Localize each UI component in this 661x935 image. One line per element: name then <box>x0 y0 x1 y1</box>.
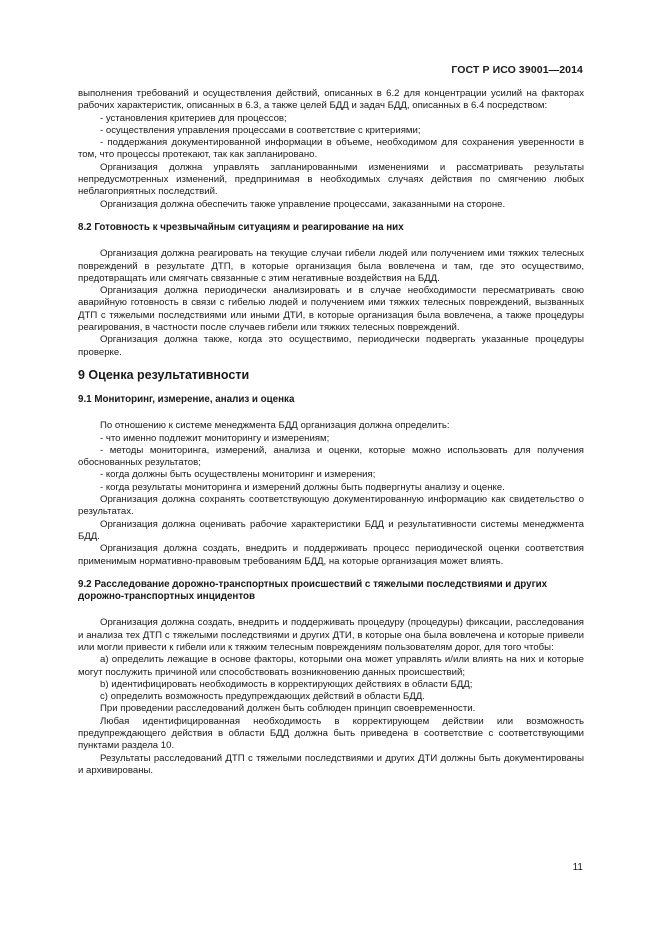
paragraph: Организация должна сохранять соответствующую документированную информацию как свидетельство о результатах. <box>78 494 584 518</box>
paragraph: По отношению к системе менеджмента БДД организация должна определить: <box>100 420 450 432</box>
paragraph: Организация должна реагировать на текущие случаи гибели людей или получением ими тяжких телесных повреждений в результате ДТП, в которые организация была вовлечена и там, где это осуществимо, предотвращать или смягчать связанные с этим негативные воздействия на БДД. <box>78 248 584 284</box>
section-heading: 9 Оценка результативности <box>78 367 250 382</box>
paragraph: выполнения требований и осуществления действий, описанных в 6.2 для концентрации усилий на факторах рабочих характеристик, описанных в 6.3, а также целей БДД и задач БДД, описанных в 6.4 посредством: <box>78 88 584 112</box>
page-number: 11 <box>572 862 583 873</box>
paragraph: Организация должна создать, внедрить и поддерживать процесс периодической оценки соответствия применимым нормативно-правовым требованиям БДД, на которые организация может влиять. <box>78 543 584 567</box>
paragraph: Организация должна периодически анализировать и в случае необходимости пересматривать свою аварийную готовность в связи с гибелью людей и получением ими тяжких телесных повреждений, вызванных ДТП с тяжелыми последствиями или иными ДТИ, в которые организация была вовлечена, а также процедуры реагирования, в частности после случаев гибели или тяжких телесных повреждений. <box>78 285 584 334</box>
subsection-heading: 9.2 Расследование дорожно-транспортных происшествий с тяжелыми последствиями и других дорожно-транспортных инцидентов <box>78 578 548 603</box>
paragraph: - методы мониторинга, измерений, анализа и оценки, которые можно использовать для получения обоснованных результатов; <box>78 444 584 469</box>
subsection-heading: 9.1 Мониторинг, измерение, анализ и оценка <box>78 393 295 405</box>
subsection-heading: 8.2 Готовность к чрезвычайным ситуациям и реагирование на них <box>78 221 404 233</box>
document-body <box>78 88 584 777</box>
paragraph: При проведении расследований должен быть соблюден принцип своевременности. <box>100 703 476 715</box>
paragraph: - поддержания документированной информации в объеме, необходимом для сохранения уверенности в том, что процессы протекают, так как запланировано. <box>78 137 584 161</box>
paragraph: c) определить возможность предупреждающих действий в области БДД. <box>100 691 425 703</box>
paragraph: Организация должна управлять запланированными изменениями и рассматривать результаты непредусмотренных изменений, предпринимая в необходимых случаях действия по смягчению любых неблагоприятных последствий. <box>78 161 584 198</box>
paragraph: - когда результаты мониторинга и измерений должны быть подвергнуты анализу и оценке. <box>100 481 505 493</box>
paragraph: Результаты расследований ДТП с тяжелыми последствиями и других ДТИ должны быть документированы и архивированы. <box>78 752 584 776</box>
paragraph: Организация должна также, когда это осуществимо, периодически подвергать указанные процедуры проверке. <box>78 334 584 358</box>
paragraph: - когда должны быть осуществлены мониторинг и измерения; <box>100 469 376 481</box>
paragraph: - осуществления управления процессами в соответствие с критериями; <box>100 124 421 136</box>
paragraph: - установления критериев для процессов; <box>100 112 287 124</box>
paragraph: Организация должна обеспечить также управление процессами, заказанными на стороне. <box>100 198 506 210</box>
paragraph: b) идентифицировать необходимость в корректирующих действиях в области БДД; <box>100 678 473 690</box>
paragraph: - что именно подлежит мониторингу и измерениям; <box>100 432 330 444</box>
document-header: ГОСТ Р ИСО 39001—2014 <box>451 64 583 76</box>
paragraph: Организация должна оценивать рабочие характеристики БДД и результативности системы менеджмента БДД. <box>78 518 584 542</box>
paragraph: a) определить лежащие в основе факторы, которыми она может управлять и/или влиять на них и которые могут послужить причиной или способствовать возникновению данных происшествий; <box>78 654 584 678</box>
paragraph: Любая идентифицированная необходимость в корректирующем действии или возможность предупреждающего действия в области БДД должна быть приведена в соответствие с соответствующими пунктами раздела 10. <box>78 715 584 752</box>
paragraph: Организация должна создать, внедрить и поддерживать процедуру (процедуры) фиксации, расследования и анализа тех ДТП с тяжелыми последствиями и других ДТИ, в которые она была вовлечена и которые привели или могли привести к гибели или к тяжким телесным повреждениям пользователям дорог, для того чтобы: <box>78 617 584 653</box>
